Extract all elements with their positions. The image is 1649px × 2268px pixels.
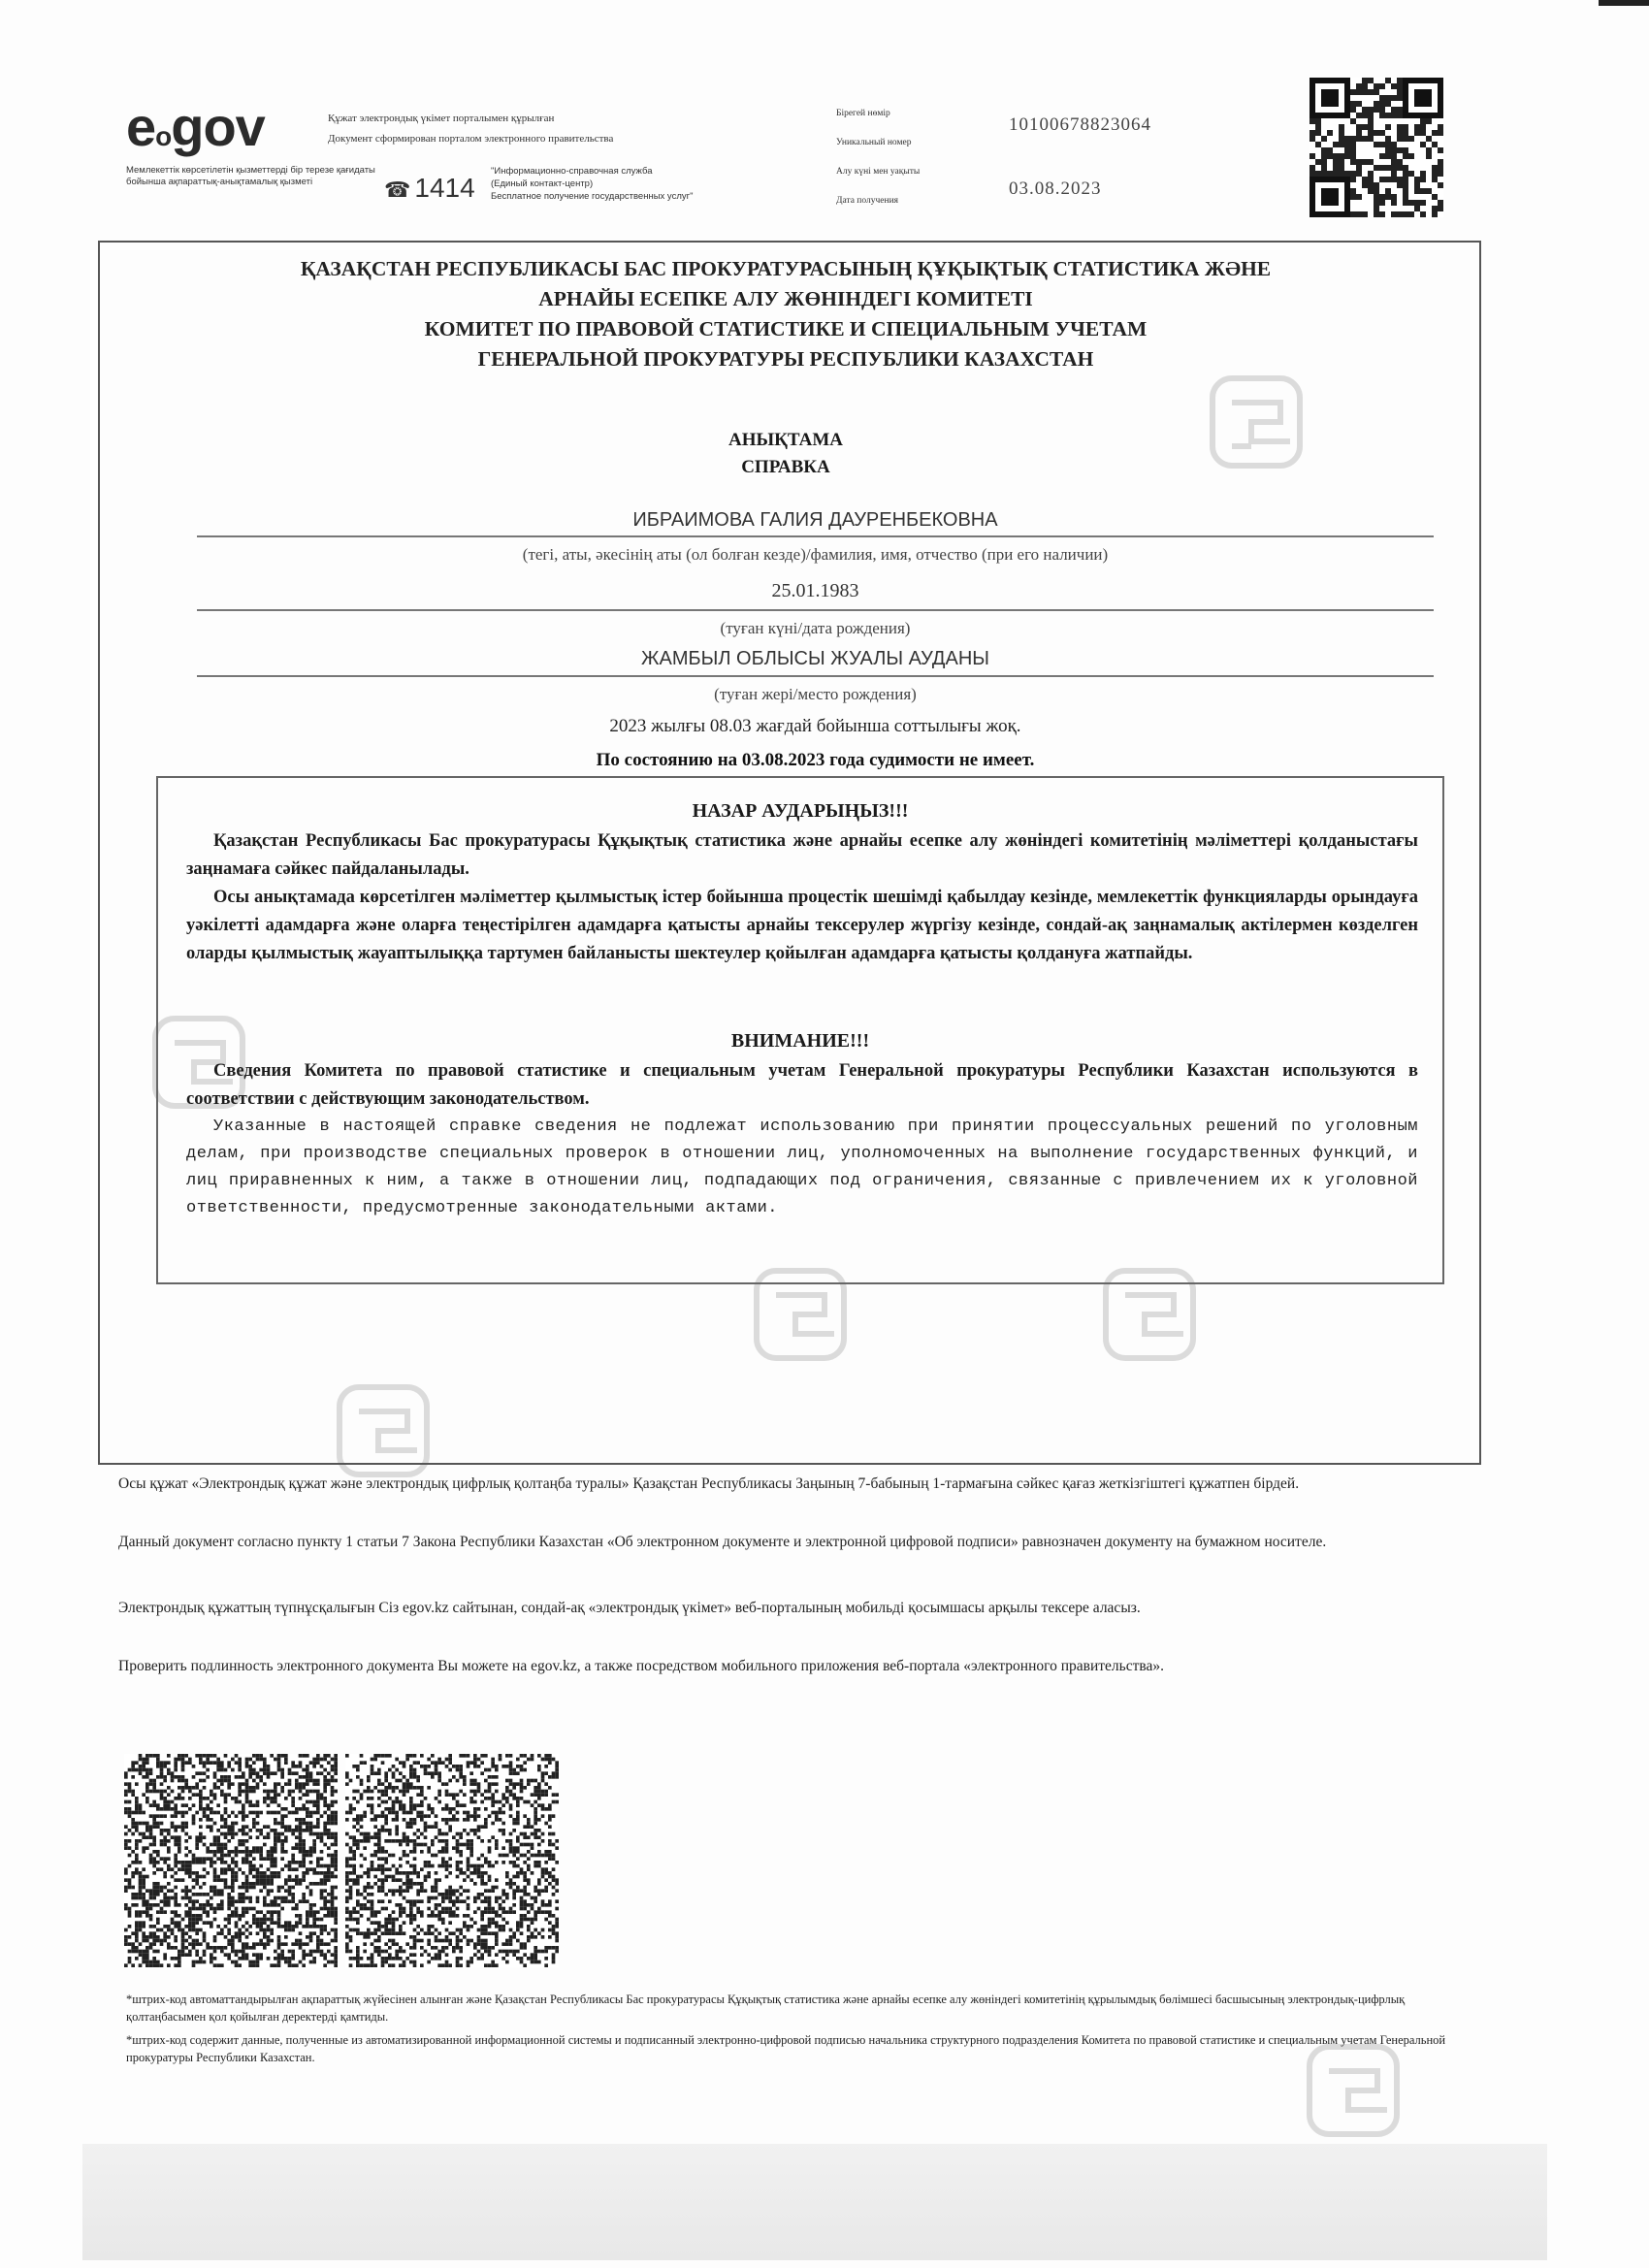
meta-values [1009,114,1151,243]
2d-barcode [124,1754,338,1967]
full-name: ИБРАИМОВА ГАЛИЯ ДАУРЕНБЕКОВНА [632,509,998,531]
unique-number: 10100678823064 [1009,114,1151,135]
verification-note-ru: Проверить подлинность электронного документа Вы можете на egov.kz, а также посредством мобильного приложения веб-портала «электронного правительства». [118,1658,1165,1674]
barcode-footnote-kz: *штрих-код автоматтандырылған ақпараттық жүйесінен алынған және Қазақстан Республикасы Бас прокуратурасы Құқықтық статистика және арнайы есепке алу жөніндегі комитетінің құрылымдық бөлімшесі басшысының электрондық-цифрлық қолтаңбасымен қол қойылған деректерді қамтиды. [126,1993,1406,2024]
egov-logo: eogov [126,96,265,157]
criminal-record-status-kz: 2023 жылғы 08.03 жағдай бойынша соттылығы жоқ. [609,716,1021,736]
receipt-date: 03.08.2023 [1009,178,1102,199]
legal-note-kz: Осы құжат «Электрондық құжат және электрондық цифрлық қолтаңба туралы» Қазақстан Республикасы Заңының 7-бабының 1-тармағына сәйкес қағаз жеткізгіштегі құжатпен бірдей. [118,1475,1300,1492]
notice-paragraph: Сведения Комитета по правовой статистике и специальным учетам Генеральной прокуратуры Республики Казахстан используются в соответствии с действующим законодательством. [186,1061,1418,1109]
full-name-caption: (тегі, аты, әкесінің аты (ол болған кезде)/фамилия, имя, отчество (при его наличии) [522,545,1109,564]
notice-paragraph: Осы анықтамада көрсетілген мәліметтер қылмыстық істер бойынша процестік шешімді қабылдау кезінде, мемлекеттік функцияларды орындауға уәкілетті адамдарға және оларға теңестірілген адамдарға қатысты арнайы тексерулер жүргізу кезінде, сондай-ақ заңнамалық актілермен көзделген оларды қылмыстық жауаптылыққа тартумен байланысты шектеулер қойылған адамдарға қатысты қолдануға жатпайды. [186,888,1418,963]
document-title: АНЫҚТАМА СПРАВКА [728,430,844,477]
qr-code [1310,78,1443,217]
birth-place-caption: (туған жері/место рождения) [714,685,917,703]
scan-shadow [82,2144,1547,2260]
scan-corner-mark [1599,0,1649,6]
underline [197,609,1434,611]
phone-caption: "Информационно-справочная служба (Единый контакт-центр) Бесплатное получение государственных услуг" [491,166,694,202]
notice-title-kz: НАЗАР АУДАРЫҢЫЗ!!! [692,800,909,822]
barcode-footnote-ru: *штрих-код содержит данные, полученные из автоматизированной информационной системы и подписанный электронно-цифровой подписью начальника структурного подразделения Комитета по правовой статистике и специальным учетам Генеральной прокуратуры Республики Казахстан. [126,2033,1446,2064]
2d-barcode [345,1754,559,1967]
underline [197,675,1434,677]
criminal-record-status-ru: По состоянию на 03.08.2023 года судимости не имеет. [596,750,1035,770]
verification-note-kz: Электрондық құжаттың түпнұсқалығын Сіз egov.kz сайтынан, сондай-ақ «электрондық үкімет» веб-порталының мобильді қосымшасы арқылы тексере аласыз. [118,1600,1141,1616]
legal-note-ru: Данный документ согласно пункту 1 статьи 7 Закона Республики Казахстан «Об электронном документе и электронной цифровой подписи» равнозначен документу на бумажном носителе. [118,1534,1327,1550]
logo-caption: Мемлекеттік көрсетілетін қызметтерді бір терезе қағидаты бойынша ақпараттық-анықтамалық қызметі [126,165,375,187]
notice-paragraph: Қазақстан Республикасы Бас прокуратурасы Құқықтық статистика және арнайы есепке алу жөніндегі комитетінің мәліметтері қолданыстағы заңнамаға сәйкес пайдаланылады. [186,831,1418,879]
underline [197,535,1434,537]
notice-paragraph: Указанные в настоящей справке сведения не подлежат использованию при принятии процессуальных решений по уголовным делам, при производстве специальных проверок в отношении лиц, уполномоченных на выполнение государственных функций, и лиц приравненных к ним, а также в отношении лиц, подпадающих под ограничения, связанные с привлечением их к уголовной ответственности, предусмотренные законодательными актами. [186,1118,1418,1217]
notice-title-ru: ВНИМАНИЕ!!! [730,1030,870,1052]
birth-date-caption: (туған күні/дата рождения) [720,619,911,637]
phone-icon: ☎ [384,178,411,202]
birth-date: 25.01.1983 [771,580,859,601]
birth-place: ЖАМБЫЛ ОБЛЫСЫ ЖУАЛЫ АУДАНЫ [641,648,989,669]
meta-labels: Бірегей нөмір Уникальный номер Алу күні мен уақыты Дата получения [836,109,921,206]
issuing-organization: ҚАЗАҚСТАН РЕСПУБЛИКАСЫ БАС ПРОКУРАТУРАСЫНЫҢ ҚҰҚЫҚТЫҚ СТАТИСТИКА ЖӘНЕ АРНАЙЫ ЕСЕПКЕ АЛУ ЖӨНІНДЕГІ КОМИТЕТІ КОМИТЕТ ПО ПРАВОВОЙ СТАТИСТИКЕ И СПЕЦИАЛЬНЫМ УЧЕТАМ ГЕНЕРАЛЬНОЙ ПРОКУРАТУРЫ РЕСПУБЛИКИ КАЗАХСТАН [300,257,1272,371]
phone-number: ☎ 1414 [384,173,475,203]
portal-caption: Құжат электрондық үкімет порталымен құрылған Документ сформирован порталом электронного правительства [328,113,614,145]
